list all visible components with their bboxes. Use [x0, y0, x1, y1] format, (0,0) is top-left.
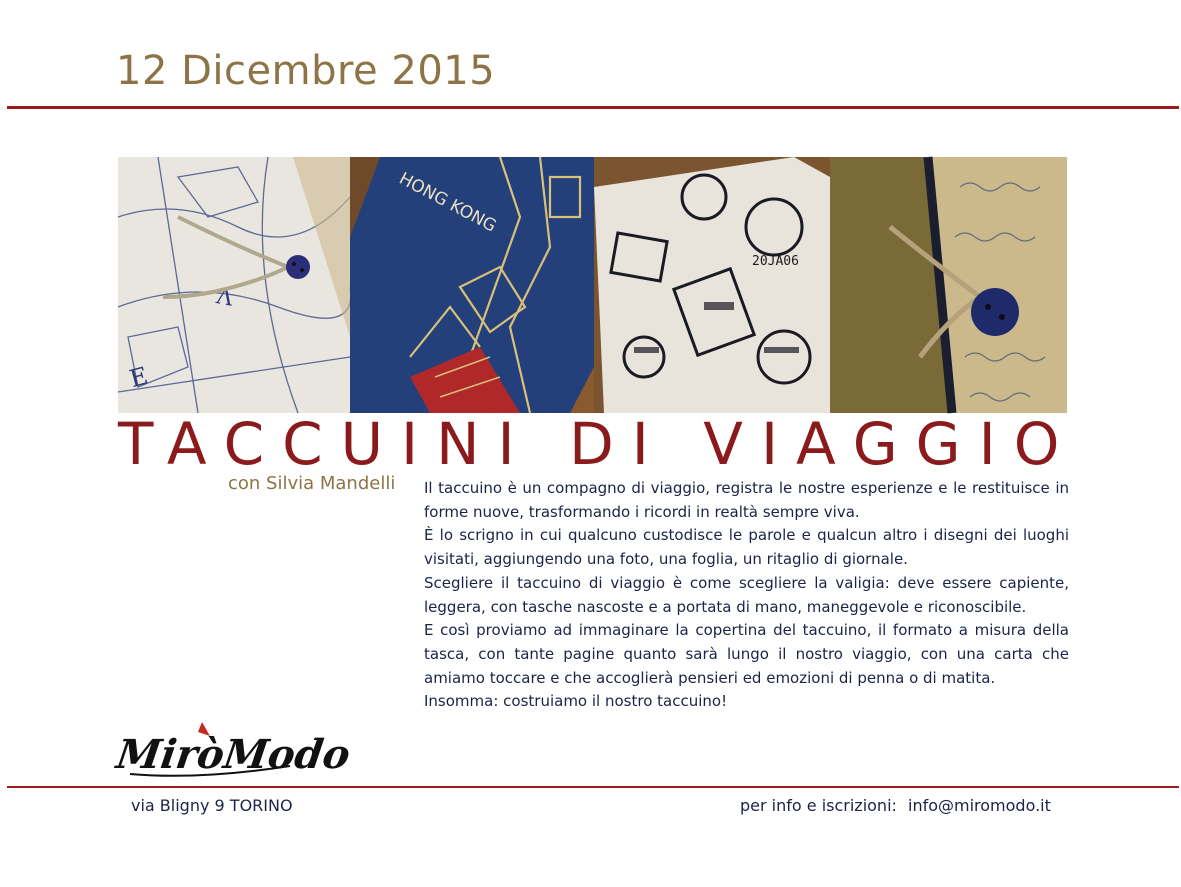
- description-paragraph: Insomma: costruiamo il nostro taccuino!: [424, 692, 728, 711]
- logo-text: MiròModo: [113, 731, 353, 778]
- description-paragraph: Il taccuino è un compagno di viaggio, registra le nostre esperienze e le restituisce in forme nuove, trasformando i ricordi in realtà sempre viva.: [424, 479, 1069, 521]
- event-date: 12 Dicembre 2015: [116, 48, 496, 94]
- hong-kong-notebook-photo: [350, 157, 594, 413]
- photo-strip: [118, 157, 1067, 413]
- stamps-notebook-photo: [594, 157, 830, 413]
- svg-text:V: V: [215, 281, 236, 309]
- venue-address: via Bligny 9 TORINO: [131, 796, 293, 815]
- svg-text:E: E: [126, 361, 151, 394]
- description-paragraph: È lo scrigno in cui qualcuno custodisce le parole e qualcun altro i disegni dei luoghi visitati, aggiungendo una foto, una foglia, un ritaglio di giornale.: [424, 526, 1069, 569]
- contact-label: per info e iscrizioni:: [740, 796, 897, 815]
- top-divider: [7, 106, 1179, 109]
- event-title: TACCUINI DI VIAGGIO: [118, 410, 1078, 478]
- contact-info: [740, 796, 1051, 815]
- description-paragraph: Scegliere il taccuino di viaggio è come scegliere la valigia: deve essere capiente, leggera, con tasche nascoste e a portata di mano, maneggevole e riconoscibile.: [424, 573, 1069, 616]
- event-author: con Silvia Mandelli: [228, 473, 396, 494]
- stamp-date-label: 20JA06: [752, 254, 799, 269]
- contact-email-link[interactable]: info@miromodo.it: [908, 796, 1051, 815]
- hong-kong-label: HONG KONG: [395, 168, 500, 237]
- miromodo-logo: [113, 718, 353, 780]
- event-description: [424, 477, 1069, 714]
- gold-notebook-photo: [830, 157, 1067, 413]
- bottom-divider: [7, 786, 1179, 788]
- description-paragraph: E così proviamo ad immaginare la copertina del taccuino, il formato a misura della tasca, con tante pagine quanto sarà lungo il nostro viaggio, con una carta che amiamo toccare e che accoglierà pensieri ed emozioni di penna o di matita.: [424, 621, 1069, 687]
- map-notebook-photo: [118, 157, 350, 413]
